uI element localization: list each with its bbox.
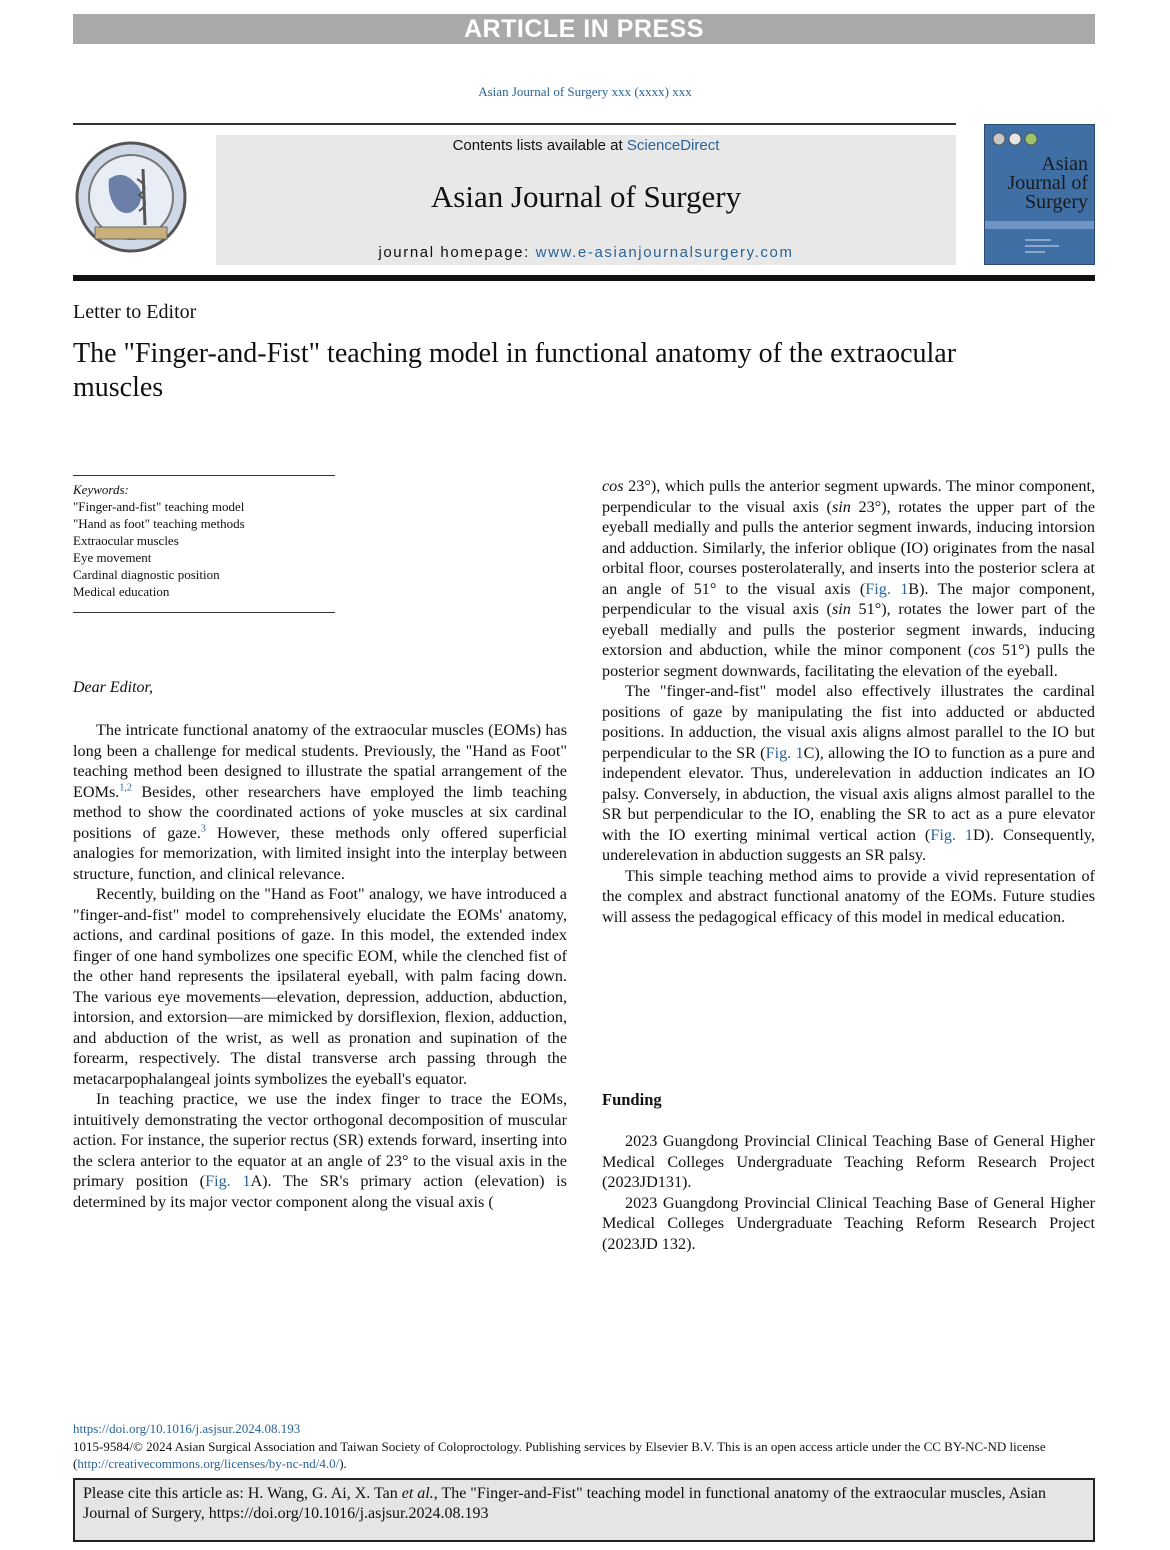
citation-box: Please cite this article as: H. Wang, G. Ai, X. Tan et al., The "Finger-and-Fist" teaching model in functional anatomy of the extraocular muscles, Asian Journal of Surgery, https://doi.org/10.1016/j.asjsur.2024.08.193 — [73, 1478, 1095, 1542]
article-in-press-banner: ARTICLE IN PRESS — [73, 14, 1095, 44]
keyword-item: Eye movement — [73, 550, 152, 565]
citation-ref-1-2[interactable]: 1,2 — [119, 782, 132, 794]
journal-title: Asian Journal of Surgery — [430, 179, 742, 214]
article-title: The "Finger-and-Fist" teaching model in functional anatomy of the extraocular muscles — [73, 338, 957, 403]
funding-item: 2023 Guangdong Provincial Clinical Teaching Base of General Higher Medical Colleges Undergraduate Teaching Reform Research Project (2023JD 132). — [602, 1193, 1095, 1253]
figure-1c-link[interactable]: Fig. 1 — [765, 743, 804, 762]
figure-1b-link[interactable]: Fig. 1 — [865, 579, 909, 598]
article-type: Letter to Editor — [73, 301, 197, 323]
license-link[interactable]: http://creativecommons.org/licenses/by-nc-nd/4.0/ — [77, 1456, 340, 1471]
body-column-left — [73, 720, 567, 1212]
header-rule — [73, 123, 956, 125]
keywords-box — [73, 481, 335, 600]
paragraph-4: The "finger-and-fist" model also effectively illustrates the cardinal positions of gaze by manipulating the fist into adducted or abducted positions. In adduction, the visual axis aligns almost parallel to the IO but perpendicular to the SR (Fig. 1C), allowing the IO to function as a pure and independent elevator. Thus, underelevation in adduction indicates an IO palsy. Conversely, in abduction, the visual axis aligns almost parallel to the SR but perpendicular to the IO, enabling the SR to act as a pure elevator with the IO exerting minimal vertical action (Fig. 1D). Consequently, underelevation in abduction suggests an SR palsy. — [602, 682, 1095, 864]
society-logo — [73, 139, 189, 255]
figure-1d-link[interactable]: Fig. 1 — [930, 825, 973, 844]
keyword-item: "Finger-and-fist" teaching model — [73, 499, 245, 514]
figure-1a-link[interactable]: Fig. 1 — [205, 1172, 251, 1190]
homepage-line: journal homepage: www.e-asianjournalsurgery.com — [378, 244, 794, 261]
citation-ref-3[interactable]: 3 — [200, 823, 206, 835]
keyword-item: Medical education — [73, 584, 170, 599]
cover-lines — [1025, 239, 1065, 259]
body-column-right — [602, 476, 1095, 927]
homepage-link[interactable]: www.e-asianjournalsurgery.com — [535, 244, 794, 261]
paragraph-2: Recently, building on the "Hand as Foot" analogy, we have introduced a "finger-and-fist" model to comprehensively elucidate the EOMs' anatomy, actions, and cardinal positions of gaze. In this model, the extended index finger of one hand symbolizes one specific EOM, while the clenched fist of the other hand represents the ipsilateral eyeball, with palm facing down. The various eye movements—elevation, depression, adduction, abduction, intorsion, and extorsion—are mimicked by dorsiflexion, flexion, adduction, and abduction of the wrist, as well as pronation and supination of the forearm, respectively. The distal transverse arch passing through the metacarpophalangeal joints symbolizes the eyeball's equator. — [73, 885, 567, 1088]
cover-strip — [985, 221, 1094, 229]
sciencedirect-link[interactable]: ScienceDirect — [626, 137, 720, 154]
funding-heading: Funding — [602, 1090, 662, 1109]
paragraph-1: The intricate functional anatomy of the extraocular muscles (EOMs) has long been a challenge for medical students. Previously, the "Hand as Foot" teaching method been designed to illustrate the spatial arrangement of the EOMs.$^{1,2}$ Besides, other researchers have employed the limb teaching method to show the coordinated actions of yoke muscles at six cardinal positions of gaze.$^3$ However, these methods only offered superficial analogies for memorization, with limited insight into the interplay between structure, function, and clinical relevance. — [73, 721, 567, 883]
paragraph-3-cont: cos 23°), which pulls the anterior segment upwards. The minor component, perpendicular to the visual axis (sin 23°), rotates the upper part of the eyeball medially and pulls the anterior segment inwards, inducing intorsion and adduction. Similarly, the inferior oblique (IO) originates from the nasal orbital floor, courses posterolaterally, and inserts into the posterior sclera at an angle of 51° to the visual axis (Fig. 1B). The major component, perpendicular to the visual axis (sin 51°), rotates the lower part of the eyeball medially and pulls the posterior segment inwards, inducing extorsion and abduction, while the minor component (cos 51°) pulls the posterior segment downwards, facilitating the elevation of the eyeball. — [602, 477, 1096, 680]
keyword-item: Extraocular muscles — [73, 533, 179, 548]
paragraph-3: In teaching practice, we use the index finger to trace the EOMs, intuitively demonstrating the vector orthogonal decomposition of muscular action. For instance, the superior rectus (SR) extends forward, inserting into the sclera anterior to the equator at an angle of 23° to the visual axis in the primary position (Fig. 1A). The SR's primary action (elevation) is determined by its major vector component along the visual axis ( — [73, 1090, 567, 1211]
journal-cover-thumbnail — [984, 124, 1095, 265]
keywords-rule-top — [73, 475, 335, 476]
salutation: Dear Editor, — [73, 679, 153, 696]
journal-masthead — [216, 135, 956, 265]
masthead-rule — [73, 275, 1095, 281]
doi-link[interactable]: https://doi.org/10.1016/j.asjsur.2024.08.193 — [73, 1421, 301, 1436]
keyword-item: Cardinal diagnostic position — [73, 567, 220, 582]
journal-reference-link[interactable]: Asian Journal of Surgery xxx (xxxx) xxx — [478, 84, 692, 99]
contents-line: Contents lists available at ScienceDirect — [452, 137, 720, 154]
paragraph-5: This simple teaching method aims to provide a vivid representation of the complex and abstract functional anatomy of the EOMs. Future studies will assess the pedagogical efficacy of this model in medical education. — [602, 866, 1095, 926]
funding-section — [602, 1131, 1095, 1254]
cover-badges-icon — [991, 131, 1041, 147]
keyword-item: "Hand as foot" teaching methods — [73, 516, 245, 531]
cover-title: Asian Journal of Surgery — [1007, 153, 1088, 213]
funding-item: 2023 Guangdong Provincial Clinical Teaching Base of General Higher Medical Colleges Undergraduate Teaching Reform Research Project (2023JD131). — [602, 1132, 1095, 1191]
keywords-rule-bottom — [73, 612, 335, 613]
keywords-heading: Keywords: — [73, 482, 129, 497]
license-statement: 1015-9584/© 2024 Asian Surgical Association and Taiwan Society of Coloproctology. Publishing services by Elsevier B.V. This is an open access article under the CC BY-NC-ND license (http://creativecommons.org/licenses/by-nc-nd/4.0/). — [73, 1439, 1046, 1471]
